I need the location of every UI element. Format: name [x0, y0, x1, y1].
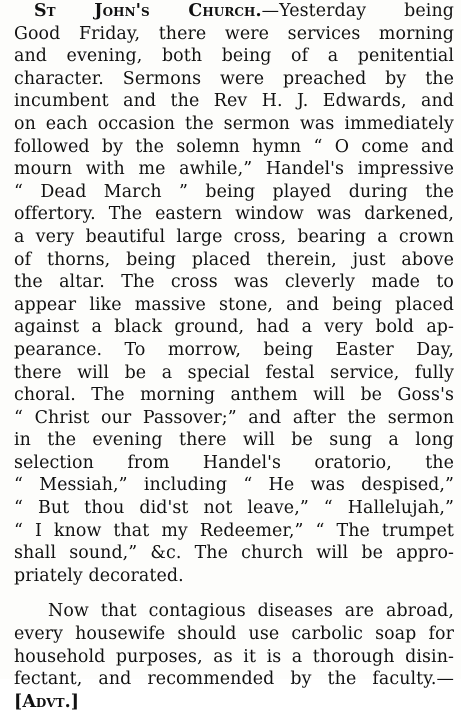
article-line [14, 0, 454, 23]
article-line: and evening, both being of a penitential [14, 46, 454, 67]
article-line: character. Sermons were preached by the [14, 68, 454, 89]
article-line: priately decorated. [14, 565, 184, 586]
article-advertisement [14, 600, 454, 713]
article-line: appear like massive stone, and being placed [14, 294, 454, 315]
article-line: followed by the solemn hymn “ O come and [14, 136, 454, 157]
advert-line: household purposes, as it is a thorough disin- [14, 646, 454, 667]
article-line: “ But thou did'st not leave,” “ Hallelujah,” [14, 498, 454, 519]
article-line: “ Messiah,” including “ He was despised,” [14, 475, 454, 496]
article-line: “ I know that my Redeemer,” “ The trumpet [14, 520, 454, 541]
article-line: on each occasion the sermon was immediately [14, 113, 454, 134]
article-line: pearance. To morrow, being Easter Day, [14, 339, 454, 360]
advert-label [14, 691, 454, 713]
article-line: selection from Handel's oratorio, the [14, 452, 454, 473]
advert-line: fectant, and recommended by the faculty.— [14, 669, 454, 690]
advert-line: every housewife should use carbolic soap for [14, 624, 454, 645]
advert-tag: [Advt.] [14, 691, 80, 712]
text-column [14, 0, 454, 713]
article-line: there will be a special festal service, fully [14, 362, 454, 383]
article-line: shall sound,” &c. The church will be appro- [14, 543, 454, 564]
article-st-johns-church [14, 0, 454, 587]
article-line: “ Christ our Passover;” and after the sermon [14, 407, 454, 428]
article-line: of thorns, being placed therein, just above [14, 249, 454, 270]
article-line: “ Dead March ” being played during the [14, 181, 454, 202]
article-line: in the evening there will be sung a long [14, 430, 454, 451]
article-line: the altar. The cross was cleverly made to [14, 272, 454, 293]
advert-line: Now that contagious diseases are abroad, [48, 601, 454, 622]
article-line: a very beautiful large cross, bearing a crown [14, 226, 454, 247]
article-heading: St John's Church. [34, 1, 262, 21]
article-line-rest: —Yesterday being [261, 1, 454, 21]
article-line: incumbent and the Rev H. J. Edwards, and [14, 91, 454, 112]
article-line: Good Friday, there were services morning [14, 23, 454, 44]
article-line: offertory. The eastern window was darkened, [14, 204, 454, 225]
article-line: mourn with me awhile,” Handel's impressive [14, 159, 454, 180]
article-line: choral. The morning anthem will be Goss's [14, 385, 454, 406]
article-line: against a black ground, had a very bold ap- [14, 317, 454, 338]
